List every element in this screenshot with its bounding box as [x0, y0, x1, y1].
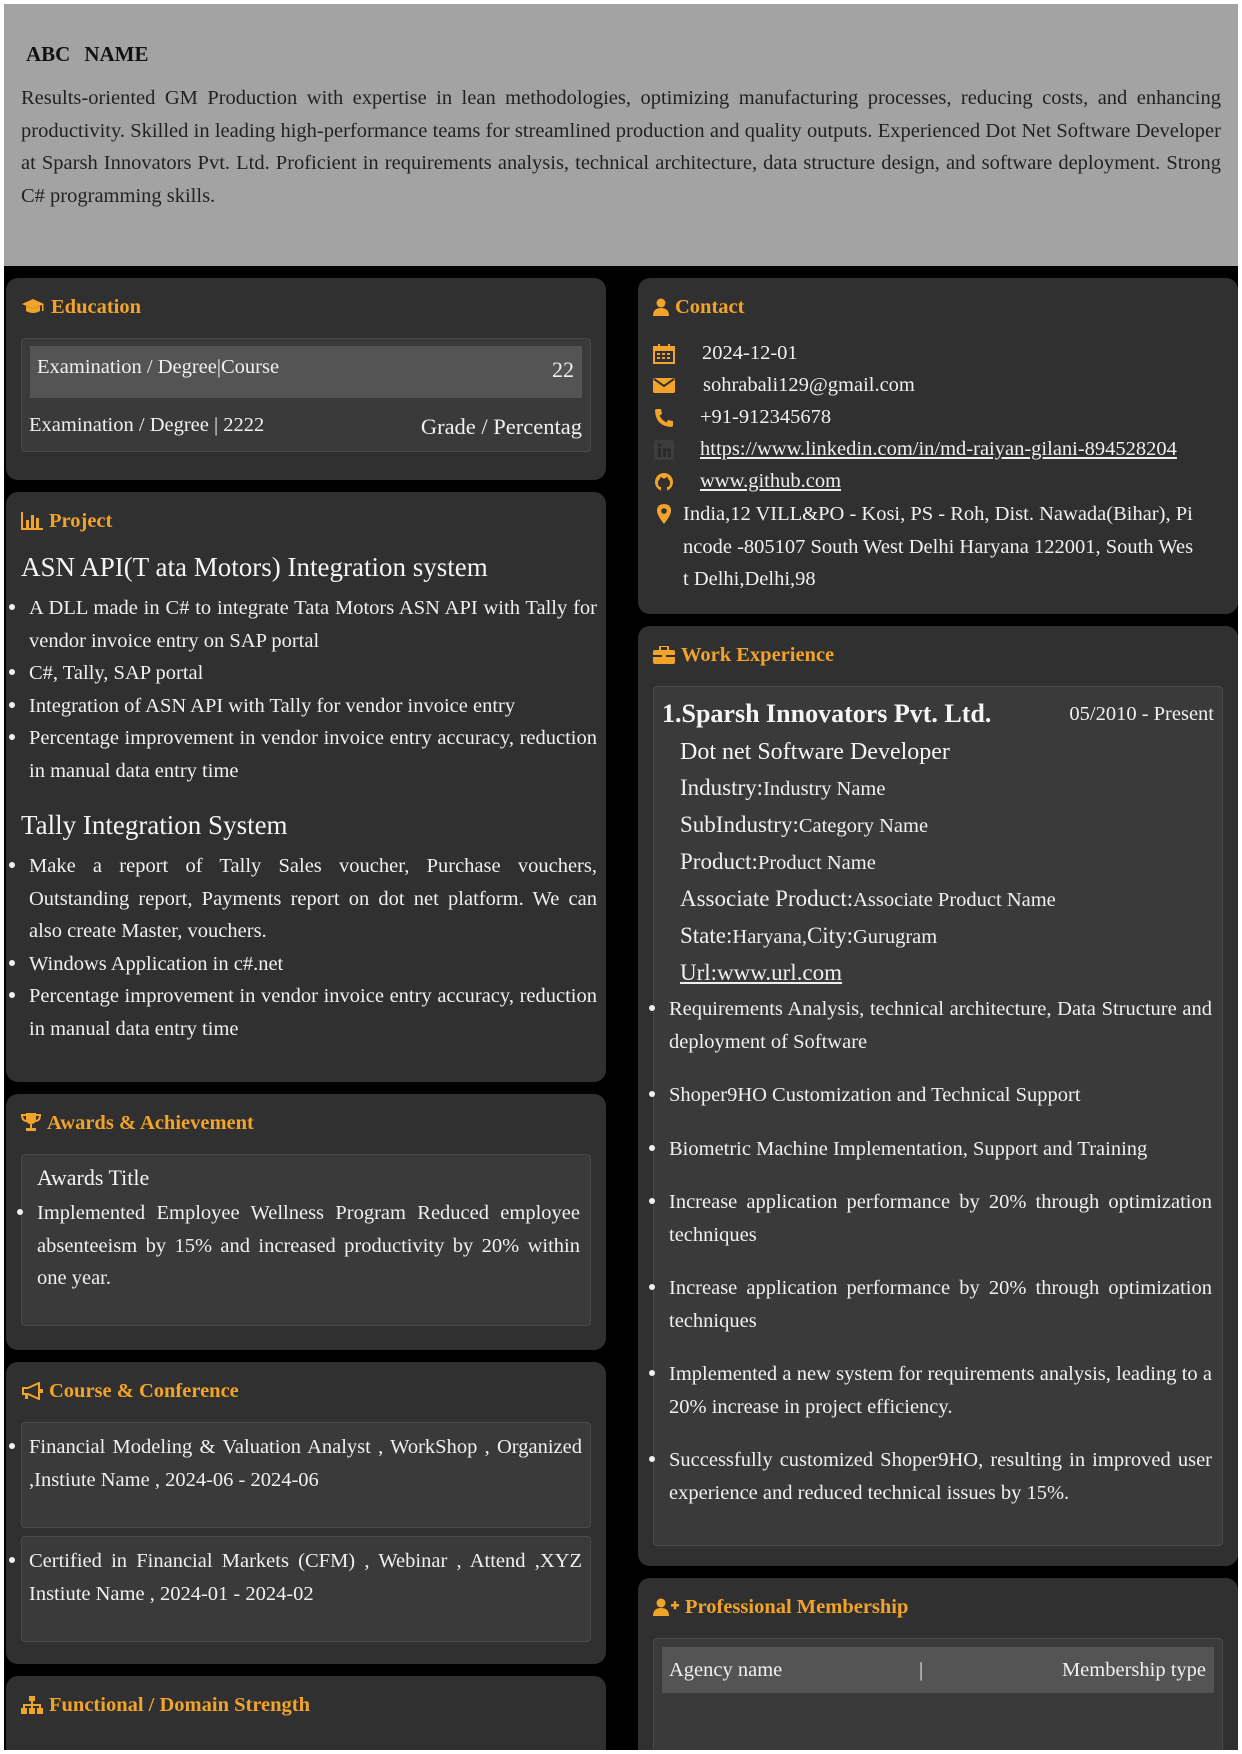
education-table: [21, 338, 591, 452]
product-value: Product Name: [757, 852, 876, 874]
linkedin-link[interactable]: https://www.linkedin.com/in/md-raiyan-gilani-894528204: [700, 438, 1177, 460]
product-label: Product:: [680, 849, 758, 874]
courses-card: [6, 1362, 606, 1664]
work-bullet: Increase application performance by 20% through optimization techniques: [669, 1272, 1212, 1337]
subindustry-value: Category Name: [798, 815, 929, 837]
work-bullets: [669, 993, 1212, 1509]
envelope-icon: [652, 376, 676, 394]
phone-value: +91-912345678: [700, 406, 832, 428]
sitemap-icon: [21, 1696, 43, 1714]
project-2-bullet: Windows Application in c#.net: [29, 948, 597, 981]
functional-title-text: Functional / Domain Strength: [49, 1694, 311, 1716]
work-bullet: Biometric Machine Implementation, Support and Training: [669, 1133, 1212, 1166]
course-item: [21, 1536, 591, 1642]
contact-card: [638, 278, 1238, 614]
linkedin-icon: [652, 440, 676, 460]
project-1-bullet: Percentage improvement in vendor invoice entry accuracy, reduction in manual data entry time: [29, 722, 597, 787]
contact-title: [653, 296, 744, 319]
awards-card: [6, 1094, 606, 1350]
work-entry: [653, 686, 1223, 1546]
project-1-name: ASN API(T ata Motors) Integration system: [21, 552, 488, 582]
graduation-cap-icon: [21, 298, 45, 316]
address-value: [683, 498, 1213, 596]
state-label: State:: [680, 923, 733, 948]
email-value[interactable]: sohrabali129@gmail.com: [703, 374, 915, 396]
courses-title-text: Course & Conference: [49, 1380, 239, 1402]
subindustry-label: SubIndustry:: [680, 812, 799, 837]
work-bullet: Requirements Analysis, technical architecture, Data Structure and deployment of Software: [669, 993, 1212, 1058]
first-name: ABC: [26, 42, 71, 66]
functional-title: [21, 1694, 310, 1717]
city-value: Gurugram: [852, 926, 938, 948]
award-item: [21, 1154, 591, 1326]
resume-page: [4, 4, 1238, 1750]
membership-table: [653, 1638, 1223, 1750]
company-url-link[interactable]: Url:www.url.com: [680, 960, 843, 985]
education-title-text: Education: [51, 296, 141, 318]
assoc-product-value: Associate Product Name: [853, 889, 1056, 911]
education-row2-label: Examination / Degree | 2222: [29, 414, 265, 436]
project-1-bullet: C#, Tally, SAP portal: [29, 657, 597, 690]
award-title: Awards Title: [37, 1165, 150, 1190]
membership-col-type: Membership type: [1061, 1659, 1206, 1681]
url-field: [680, 960, 842, 986]
industry-label: Industry:: [680, 775, 764, 800]
contact-title-text: Contact: [675, 296, 745, 318]
education-title: [21, 296, 141, 319]
membership-col-separator: |: [919, 1659, 924, 1681]
company-name: 1.Sparsh Innovators Pvt. Ltd.: [662, 699, 992, 728]
work-bullet: Shoper9HO Customization and Technical Support: [669, 1079, 1212, 1112]
education-row2-value: Grade / Percentag: [420, 414, 582, 439]
course-bullets: [29, 1545, 582, 1610]
subindustry-field: [680, 812, 928, 838]
membership-card: [638, 1578, 1238, 1750]
address-line: t Delhi,Delhi,98: [683, 568, 816, 590]
last-name: NAME: [84, 42, 149, 66]
map-marker-icon: [652, 504, 676, 524]
header: [4, 4, 1238, 266]
city-label: City:: [806, 923, 853, 948]
project-2-name: Tally Integration System: [21, 810, 288, 840]
membership-header-row: [662, 1647, 1214, 1693]
user-icon: [653, 298, 669, 316]
state-value: Haryana,: [732, 926, 807, 948]
assoc-product-field: [680, 886, 1056, 912]
project-title: [21, 510, 112, 533]
course-bullets: [29, 1431, 582, 1496]
dob-value: 2024-12-01: [702, 342, 798, 364]
course-entry: Financial Modeling & Valuation Analyst , WorkShop , Organized ,Instiute Name , 2024-06 - 2024-06: [29, 1431, 582, 1496]
profile-summary: Results-oriented GM Production with expertise in lean methodologies, optimizing manufacturing processes, reducing costs, and enhancing productivity. Skilled in leading high-performance teams for streamlined production and quality outputs. Experienced Dot Net Software Developer at Sparsh Innovators Pvt. Ltd. Proficient in requirements analysis, technical architecture, data structure design, and software deployment. Strong C# programming skills.: [21, 87, 1221, 207]
membership-col-agency: Agency name: [669, 1659, 783, 1681]
location-field: [680, 923, 937, 949]
work-period: 05/2010 - Present: [1069, 703, 1214, 725]
work-bullet: Implemented a new system for requirements analysis, leading to a 20% increase in project efficiency.: [669, 1358, 1212, 1423]
project-2-bullets: [29, 850, 597, 1045]
project-2-bullet: Make a report of Tally Sales voucher, Purchase vouchers, Outstanding report, Payments report on dot net platform. We can also create Master, vouchers.: [29, 850, 597, 948]
education-row1-value: 22: [552, 357, 574, 382]
course-item: [21, 1422, 591, 1528]
education-row-header: [30, 346, 582, 398]
award-description: Implemented Employee Wellness Program Reduced employee absenteeism by 15% and increased productivity by 20% within one year.: [37, 1197, 580, 1295]
project-1-bullet: A DLL made in C# to integrate Tata Motors ASN API with Tally for vendor invoice entry on SAP portal: [29, 592, 597, 657]
job-role: Dot net Software Developer: [680, 739, 950, 765]
education-row1-label: Examination / Degree|Course: [37, 356, 280, 378]
awards-title-text: Awards & Achievement: [47, 1112, 254, 1134]
work-title-text: Work Experience: [681, 644, 835, 666]
awards-title: [21, 1112, 254, 1135]
calendar-icon: [652, 344, 676, 364]
bullhorn-icon: [21, 1382, 43, 1400]
education-card: [6, 278, 606, 480]
functional-card: [6, 1676, 606, 1750]
membership-title-text: Professional Membership: [685, 1596, 909, 1618]
courses-title: [21, 1380, 239, 1403]
address-line: India,12 VILL&PO - Kosi, PS - Roh, Dist. Nawada(Bihar), Pi: [683, 503, 1193, 525]
project-1-bullets: [29, 592, 597, 787]
project-title-text: Project: [49, 510, 113, 532]
product-field: [680, 849, 876, 875]
project-1-bullet: Integration of ASN API with Tally for vendor invoice entry: [29, 690, 597, 723]
github-icon: [652, 472, 676, 492]
industry-field: [680, 775, 885, 801]
work-bullet: Successfully customized Shoper9HO, resulting in improved user experience and reduced technical issues by 15%.: [669, 1444, 1212, 1509]
briefcase-icon: [653, 646, 675, 664]
user-plus-icon: [653, 1598, 679, 1616]
address-line: ncode -805107 South West Delhi Haryana 122001, South Wes: [683, 535, 1194, 558]
bar-chart-icon: [21, 512, 43, 530]
assoc-product-label: Associate Product:: [680, 886, 854, 911]
award-bullets: [37, 1197, 580, 1295]
phone-icon: [652, 408, 676, 428]
project-2-bullet: Percentage improvement in vendor invoice entry accuracy, reduction in manual data entry time: [29, 980, 597, 1045]
work-experience-card: [638, 626, 1238, 1566]
membership-title: [653, 1596, 908, 1619]
candidate-name: [26, 42, 149, 67]
project-card: [6, 492, 606, 1082]
work-title: [653, 644, 834, 667]
work-bullet: Increase application performance by 20% through optimization techniques: [669, 1186, 1212, 1251]
github-link[interactable]: www.github.com: [700, 470, 842, 492]
trophy-icon: [21, 1112, 41, 1132]
industry-value: Industry Name: [763, 778, 886, 800]
course-entry: Certified in Financial Markets (CFM) , Webinar , Attend ,XYZ Instiute Name , 2024-01 - 2024-02: [29, 1545, 582, 1610]
